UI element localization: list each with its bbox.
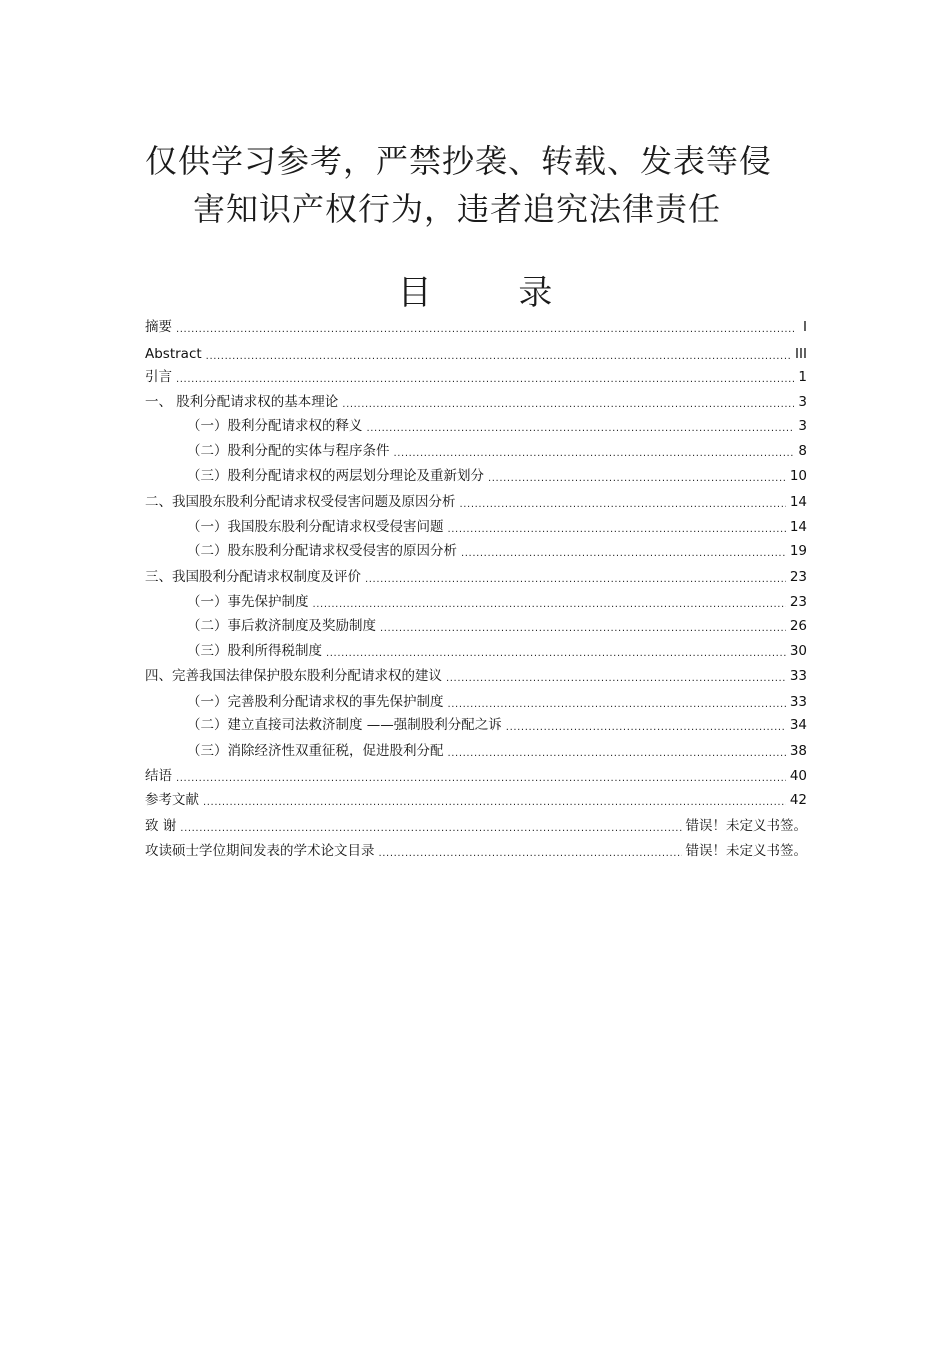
- toc-entry-label: （二）股利分配的实体与程序条件: [187, 443, 390, 459]
- toc-entry-label: 参考文献: [145, 792, 199, 808]
- toc-entry-page: 30: [789, 643, 807, 659]
- dot-leader: [367, 416, 795, 436]
- toc-entry[interactable]: [145, 841, 807, 861]
- toc-entry-page: 3: [798, 394, 807, 410]
- toc-entry-page: 34: [789, 717, 807, 733]
- toc-entry[interactable]: [145, 616, 807, 636]
- toc-entry-label: （一）完善股利分配请求权的事先保护制度: [187, 694, 444, 710]
- dot-leader: [446, 666, 786, 686]
- toc-entry[interactable]: [145, 541, 807, 561]
- dot-leader: [461, 541, 786, 561]
- toc-entry-page: I: [803, 319, 807, 335]
- toc-entry-page: 14: [789, 519, 807, 535]
- toc-entry[interactable]: [145, 666, 807, 686]
- dot-leader: [448, 517, 786, 537]
- toc-entry-page: 19: [789, 543, 807, 559]
- toc-entry[interactable]: [145, 766, 807, 786]
- toc-entry-label: 三、我国股利分配请求权制度及评价: [145, 569, 361, 585]
- copyright-notice: [145, 138, 805, 232]
- toc-entry-label: （二）股东股利分配请求权受侵害的原因分析: [187, 543, 457, 559]
- toc-entry-label: 四、完善我国法律保护股东股利分配请求权的建议: [145, 668, 442, 684]
- dot-leader: [342, 392, 794, 412]
- toc-title: 目 录: [397, 273, 591, 313]
- toc-entry-label: 致 谢: [145, 818, 177, 834]
- dot-leader: [313, 592, 786, 612]
- toc-entry-page: 10: [789, 468, 807, 484]
- toc-entry-label: （一）事先保护制度: [187, 594, 309, 610]
- dot-leader: [448, 692, 786, 712]
- toc-entry[interactable]: [145, 715, 807, 735]
- toc-entry-label: （三）股利所得税制度: [187, 643, 322, 659]
- toc-entry[interactable]: [145, 416, 807, 436]
- dot-leader: [180, 816, 681, 836]
- toc-entry-label: （三）股利分配请求权的两层划分理论及重新划分: [187, 468, 484, 484]
- toc-entry[interactable]: [145, 816, 807, 836]
- toc-entry-label: （一）股利分配请求权的释义: [187, 418, 363, 434]
- toc-entry-label: （二）建立直接司法救济制度 ——强制股利分配之诉: [187, 717, 502, 733]
- toc-entry-label: （三）消除经济性双重征税，促进股利分配: [187, 743, 444, 759]
- toc-entry[interactable]: [145, 492, 807, 512]
- toc-entry[interactable]: [145, 466, 807, 486]
- toc-entry-page: 错误！未定义书签。: [685, 843, 807, 859]
- toc-entry-page: 错误！未定义书签。: [685, 818, 807, 834]
- toc-entry-page: III: [795, 346, 807, 362]
- toc-entry-label: Abstract: [145, 346, 202, 362]
- toc-entry[interactable]: [145, 567, 807, 587]
- toc-entry[interactable]: [145, 441, 807, 461]
- toc-entry-label: 二、我国股东股利分配请求权受侵害问题及原因分析: [145, 494, 456, 510]
- toc-entry[interactable]: [145, 641, 807, 661]
- dot-leader: [326, 641, 786, 661]
- toc-entry-page: 42: [789, 792, 807, 808]
- toc-entry-label: 结语: [145, 768, 172, 784]
- toc-entry-page: 33: [789, 668, 807, 684]
- toc-entry[interactable]: [145, 790, 807, 810]
- toc-entry-label: （一）我国股东股利分配请求权受侵害问题: [187, 519, 444, 535]
- dot-leader: [206, 344, 791, 364]
- toc-entry-label: 一、 股利分配请求权的基本理论: [145, 394, 339, 410]
- toc-entry-page: 23: [789, 569, 807, 585]
- toc-entry[interactable]: [145, 367, 807, 387]
- dot-leader: [203, 790, 786, 810]
- toc-entry[interactable]: [145, 741, 807, 761]
- toc-entry-page: 14: [789, 494, 807, 510]
- dot-leader: [176, 367, 794, 387]
- toc-entry-page: 3: [798, 418, 807, 434]
- toc-entry[interactable]: [145, 317, 807, 337]
- dot-leader: [365, 567, 786, 587]
- toc-entry-label: （二）事后救济制度及奖励制度: [187, 618, 376, 634]
- toc-entry-page: 40: [789, 768, 807, 784]
- toc-entry-page: 26: [789, 618, 807, 634]
- dot-leader: [176, 317, 795, 337]
- toc-entry[interactable]: [145, 392, 807, 412]
- dot-leader: [506, 715, 786, 735]
- toc-entry-page: 38: [789, 743, 807, 759]
- notice-line-2: 害知识产权行为，违者追究法律责任: [193, 190, 722, 228]
- dot-leader: [460, 492, 786, 512]
- notice-line-1: 仅供学习参考，严禁抄袭、转载、发表等侵: [145, 142, 773, 180]
- dot-leader: [379, 841, 682, 861]
- toc-entry[interactable]: [145, 692, 807, 712]
- toc-entry[interactable]: [145, 344, 807, 364]
- dot-leader: [176, 766, 786, 786]
- dot-leader: [380, 616, 786, 636]
- toc-entry-label: 引言: [145, 369, 172, 385]
- dot-leader: [448, 741, 786, 761]
- toc-entry-label: 摘要: [145, 319, 172, 335]
- toc-entry-label: 攻读硕士学位期间发表的学术论文目录: [145, 843, 375, 859]
- toc-entry-page: 1: [798, 369, 807, 385]
- toc-entry[interactable]: [145, 592, 807, 612]
- toc-entry[interactable]: [145, 517, 807, 537]
- dot-leader: [394, 441, 795, 461]
- toc-entry-page: 23: [789, 594, 807, 610]
- toc-entry-page: 33: [789, 694, 807, 710]
- toc-entry-page: 8: [798, 443, 807, 459]
- dot-leader: [488, 466, 786, 486]
